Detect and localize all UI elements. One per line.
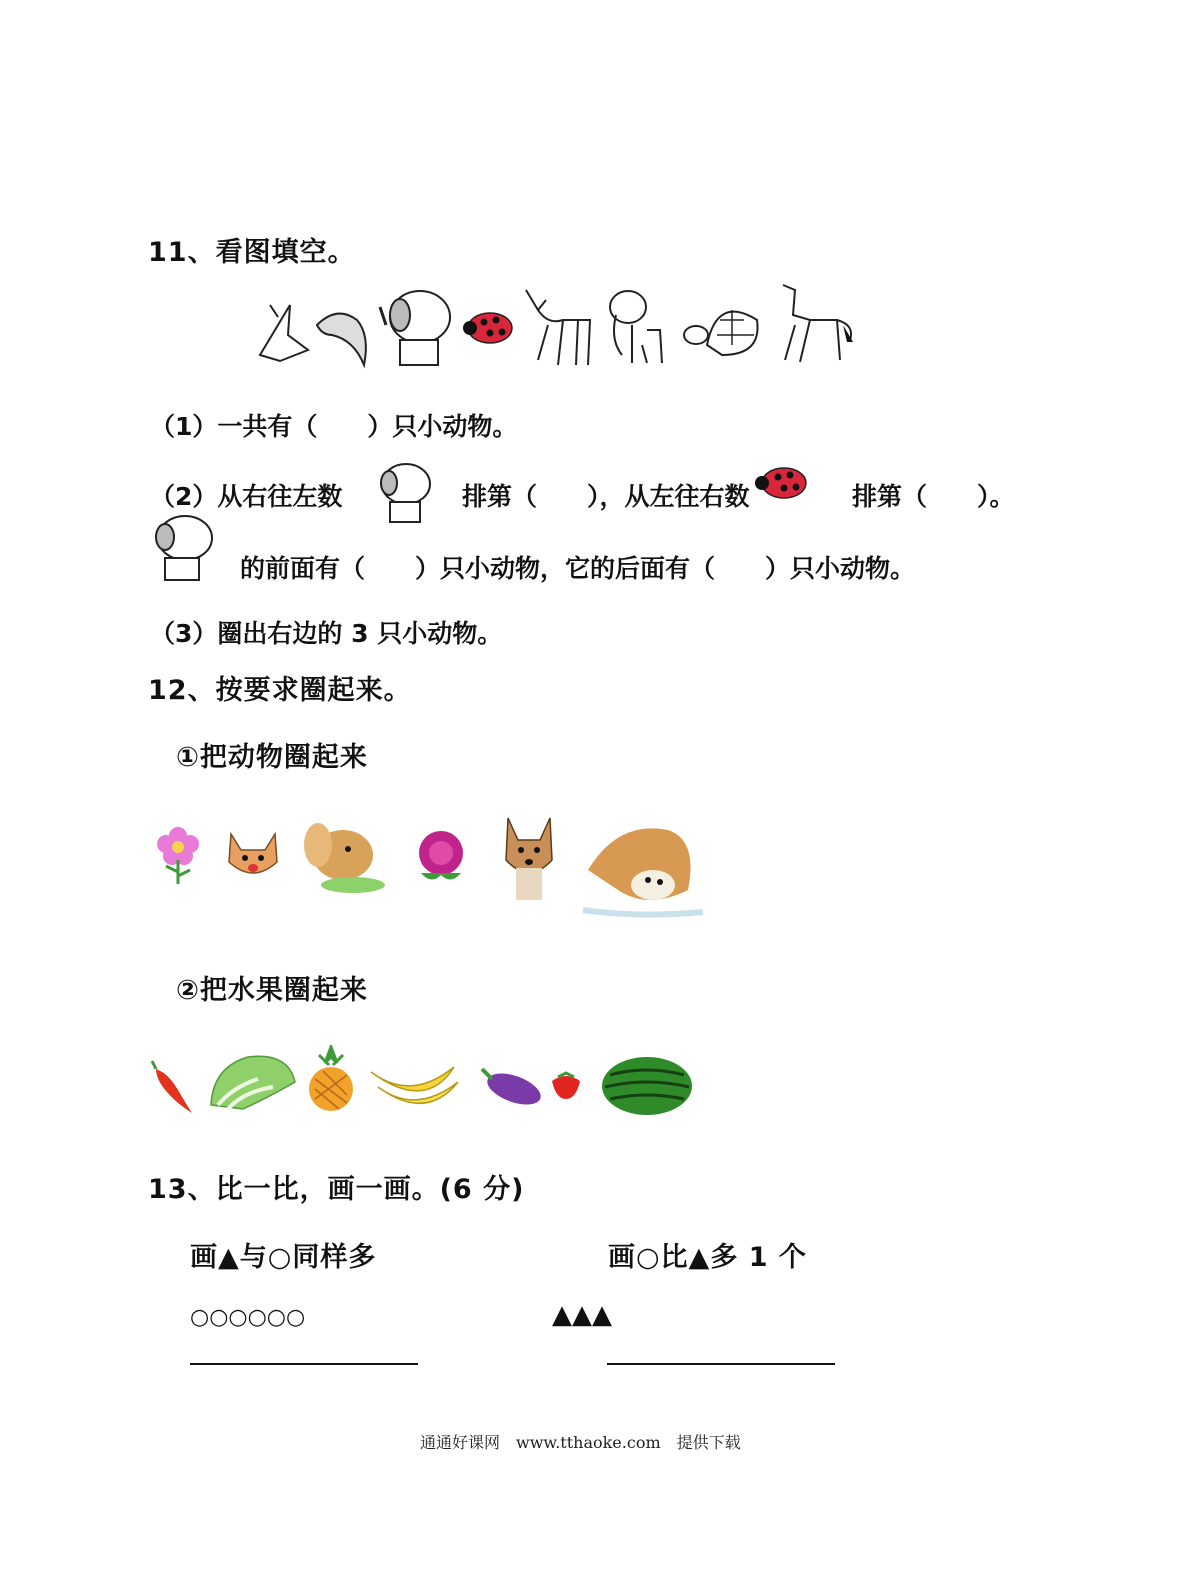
elephant-icon (378, 285, 456, 370)
q13-right-answer-line (607, 1363, 835, 1365)
banana-icon (366, 1057, 461, 1112)
strawberry-icon (548, 1071, 584, 1101)
q12-row1 (148, 800, 718, 925)
q11-p2-d: 的前面有（ ）只小动物，它的后面有（ ）只小动物。 (240, 554, 916, 583)
q13-circles: ○○○○○○ (190, 1305, 306, 1330)
watermelon-icon (600, 1055, 694, 1117)
q13-right-task: 画○比▲多 1 个 (608, 1242, 807, 1273)
q11-animal-row (250, 280, 860, 375)
ladybug-icon (460, 308, 515, 348)
bird-icon (250, 295, 312, 367)
q12-title: 12、按要求圈起来。 (148, 675, 412, 706)
q12-sub1: ①把动物圈起来 (176, 742, 368, 773)
goat-icon (518, 280, 598, 368)
q11-p2-b: 排第（ ），从左往右数 (462, 482, 750, 511)
eggplant-icon (478, 1063, 546, 1108)
q11-p2-c: 排第（ ）。 (852, 482, 1015, 511)
cabbage-icon (203, 1047, 298, 1112)
rose-icon (406, 825, 476, 890)
footer: 通通好课网 www.tthaoke.com 提供下载 (420, 1433, 741, 1452)
q11-p2-a: （2）从右往左数 (150, 482, 343, 511)
ladybug-icon (752, 464, 810, 502)
dog-icon (498, 810, 560, 902)
q11-p1: （1）一共有（ ）只小动物。 (150, 412, 518, 441)
flower-icon (148, 822, 208, 887)
elephant-icon (372, 460, 434, 526)
q13-left-task: 画▲与○同样多 (190, 1242, 377, 1273)
chili-icon (148, 1055, 198, 1115)
q12-row2 (148, 1045, 708, 1120)
q11-title: 11、看图填空。 (148, 237, 356, 268)
q13-triangles: ▲▲▲ (552, 1300, 612, 1330)
cat-icon (223, 822, 283, 882)
pineapple-icon (303, 1045, 359, 1113)
turtle-icon (682, 290, 764, 365)
horse-icon (765, 280, 855, 368)
squirrel-icon (298, 815, 388, 895)
q13-title: 13、比一比，画一画。(6 分) (148, 1174, 525, 1205)
dog-icon (602, 285, 674, 367)
q11-p3: （3）圈出右边的 3 只小动物。 (150, 619, 503, 648)
elephant-icon (145, 512, 217, 584)
q12-sub2: ②把水果圈起来 (176, 975, 368, 1006)
q13-left-answer-line (190, 1363, 418, 1365)
dolphin-icon (312, 295, 374, 370)
animal-icon (578, 800, 708, 922)
